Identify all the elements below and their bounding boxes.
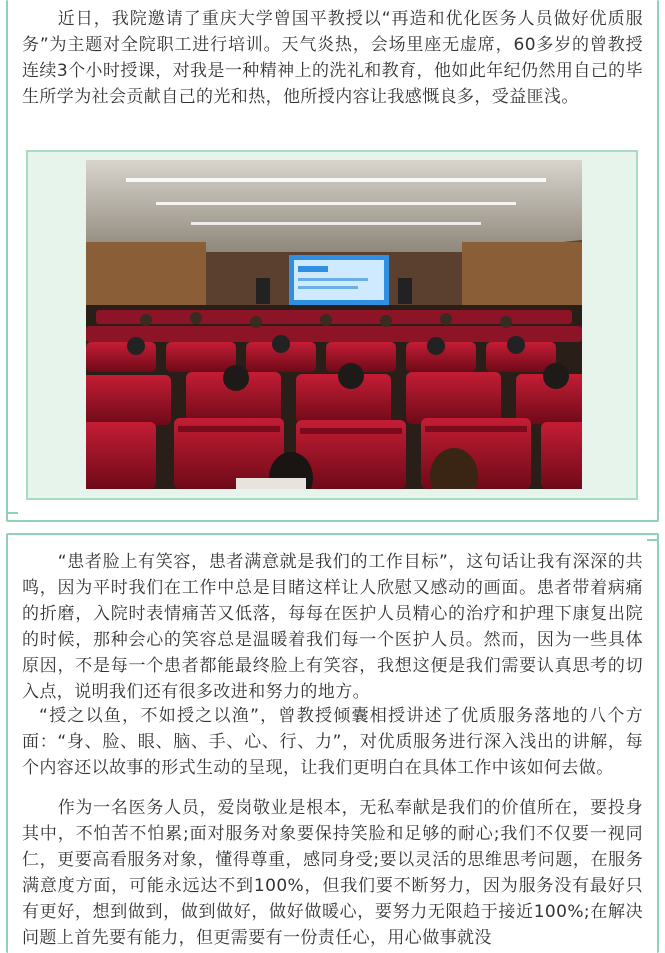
photo-frame bbox=[26, 150, 638, 500]
lecture-hall-photo bbox=[86, 160, 582, 489]
intro-paragraph: 近日，我院邀请了重庆大学曾国平教授以“再造和优化医务人员做好优质服务”为主题对全院职工进行培训。天气炎热，会场里座无虚席，60多岁的曾教授连续3个小时授课，对我是一种精神上的洗礼和教育，他如此年纪仍然用自己的毕生所学为社会贡献自己的光和热，他所授内容让我感慨良多，受益匪浅。 bbox=[22, 9, 643, 107]
card-corner-decoration bbox=[6, 484, 18, 514]
intro-card bbox=[6, 0, 659, 522]
body-paragraph-1: “患者脸上有笑容，患者满意就是我们的工作目标”，这句话让我有深深的共鸣，因为平时我们在工作中总是目睹这样让人欣慰又感动的画面。患者带着病痛的折磨，入院时表情痛苦又低落，每每在医护人员精心的治疗和护理下康复出院的时候，那种会心的笑容总是温暖着我们每一个医护人员。然而，因为一些具体原因，不是每一个患者都能最终脸上有笑容，我想这便是我们需要认真思考的切入点，说明我们还有很多改进和努力的地方。 bbox=[22, 552, 643, 702]
body-card bbox=[6, 533, 659, 953]
card-corner-decoration bbox=[647, 539, 659, 569]
body-paragraph-2: “授之以鱼，不如授之以渔”，曾教授倾囊相授讲述了优质服务落地的八个方面：“身、脸、眼、脑、手、心、行、力”，对优质服务进行深入浅出的讲解，每个内容还以故事的形式生动的呈现，让我们更明白在具体工作中该如何去做。 bbox=[22, 706, 643, 778]
body-paragraph-3: 作为一名医务人员，爱岗敬业是根本，无私奉献是我们的价值所在，要投身其中，不怕苦不怕累;面对服务对象要保持笑脸和足够的耐心;我们不仅要一视同仁，更要高看服务对象，懂得尊重，感同身受;要以灵活的思维思考问题，在服务满意度方面，可能永远达不到100%，但我们要不断努力，因为服务没有最好只有更好，想到做到，做到做好，做好做暖心，要努力无限趋于接近100%;在解决问题上首先要有能力，但更需要有一份责任心，用心做事就没 bbox=[22, 798, 643, 948]
